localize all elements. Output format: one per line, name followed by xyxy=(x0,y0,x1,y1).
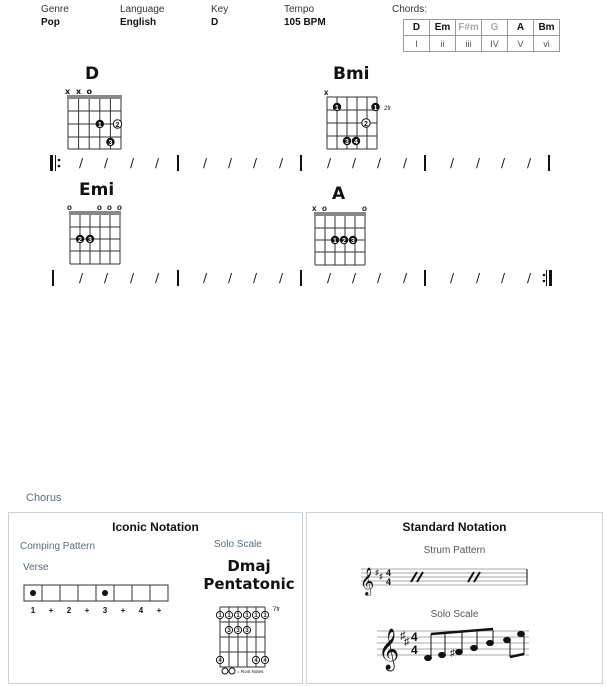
solo-scale-label: Solo Scale xyxy=(214,539,262,550)
scale-dot-label: 1 xyxy=(236,613,240,619)
language-value: English xyxy=(120,17,157,28)
chord-cell-d: D xyxy=(404,20,430,36)
mute-mark: x xyxy=(324,88,329,97)
finger-dot-2 xyxy=(340,236,348,245)
open-mark: o xyxy=(86,87,92,96)
iconic-title: Iconic Notation xyxy=(112,520,199,534)
hit-dot xyxy=(30,590,36,596)
sharp-icon: ♯ xyxy=(400,630,406,642)
numeral-v: V xyxy=(508,36,534,52)
beat-numbers xyxy=(31,606,162,615)
chord-cell-g: G xyxy=(482,20,508,36)
open-mark: o xyxy=(322,204,327,213)
open-mark: o xyxy=(362,204,367,213)
language-label: Language xyxy=(120,4,165,15)
scale-dot-label: 3 xyxy=(236,628,240,634)
treble-clef-icon: 𝄞 xyxy=(378,629,400,670)
scale-name-line-1: Dmaj xyxy=(227,557,271,575)
svg-text:2: 2 xyxy=(78,236,82,244)
genre-value: Pop xyxy=(41,17,60,28)
strum-slash: / xyxy=(476,156,481,170)
open-mark: o xyxy=(97,203,102,212)
numeral-i: I xyxy=(404,36,430,52)
scale-fretboard xyxy=(216,607,280,667)
scale-dot-label: 3 xyxy=(245,628,249,634)
finger-dot-3 xyxy=(106,138,114,147)
strum-slash: / xyxy=(104,156,109,170)
beat-number: 1 xyxy=(30,606,36,615)
finger-dot-2 xyxy=(113,120,121,129)
section-label: Chorus xyxy=(26,492,62,504)
time-sig-top: 4 xyxy=(386,568,392,578)
strum-slashes-row-1 xyxy=(79,156,532,170)
finger-dot-1 xyxy=(96,120,104,129)
finger-dot-1 xyxy=(331,236,339,245)
numeral-iv: IV xyxy=(482,36,508,52)
svg-text:= Root Notes: = Root Notes xyxy=(237,669,264,674)
finger-dot-2 xyxy=(362,119,370,128)
strum-staff xyxy=(360,567,527,596)
strum-slash: / xyxy=(130,156,135,170)
strum-slash: / xyxy=(377,156,382,170)
strum-slash: / xyxy=(253,156,258,170)
solo-scale-staff xyxy=(377,628,529,671)
strum-slash: / xyxy=(79,271,84,285)
svg-text:3: 3 xyxy=(88,236,92,244)
beat-number: 4 xyxy=(138,606,144,615)
svg-text:1: 1 xyxy=(333,237,337,245)
scale-notes xyxy=(425,629,525,661)
strum-slash: / xyxy=(203,156,208,170)
strum-slash: / xyxy=(501,271,506,285)
finger-dot-3 xyxy=(343,137,351,146)
strum-slash: / xyxy=(527,271,532,285)
hit-dot xyxy=(102,590,108,596)
chord-name-a: A xyxy=(332,184,346,204)
mute-mark: x xyxy=(65,87,71,96)
scale-dot-label: 1 xyxy=(227,613,231,619)
strum-slash: / xyxy=(130,271,135,285)
strum-slash: / xyxy=(228,156,233,170)
sharp-icon: ♯ xyxy=(450,648,455,659)
scale-dot-label: 3 xyxy=(227,628,231,634)
strum-slash: / xyxy=(155,271,160,285)
sharp-icon: ♯ xyxy=(404,636,410,648)
strum-slash: / xyxy=(450,271,455,285)
sharp-icon: ♯ xyxy=(379,572,383,581)
strum-slash: / xyxy=(527,156,532,170)
strum-pattern-label: Strum Pattern xyxy=(423,545,486,556)
beat-number: + xyxy=(84,606,90,615)
chord-diagram-a xyxy=(312,204,367,265)
strum-slash: / xyxy=(203,271,208,285)
comping-grid xyxy=(24,585,168,601)
standard-title: Standard Notation xyxy=(402,520,507,534)
time-sig-bottom: 4 xyxy=(411,643,418,657)
scale-dot-label: 1 xyxy=(263,613,267,619)
chord-diagram-em xyxy=(67,203,122,264)
strum-slash: / xyxy=(403,271,408,285)
chord-cell-fsm: F#m xyxy=(456,20,482,36)
scale-dot-label: 1 xyxy=(245,613,249,619)
chord-name-d: D xyxy=(85,64,100,84)
scale-name-line-2: Pentatonic xyxy=(203,575,295,593)
chord-cell-em: Em xyxy=(430,20,456,36)
measure-row-1 xyxy=(50,155,549,171)
svg-text:4: 4 xyxy=(354,138,358,146)
beat-number: 2 xyxy=(66,606,72,615)
time-sig-top: 4 xyxy=(411,630,418,644)
strum-slash: / xyxy=(377,271,382,285)
key-value: D xyxy=(211,17,219,28)
open-mark: o xyxy=(117,203,122,212)
numeral-vi: vi xyxy=(534,36,560,52)
chord-cell-bm: Bm xyxy=(534,20,560,36)
svg-text:2: 2 xyxy=(115,121,120,129)
strum-slash: / xyxy=(403,156,408,170)
beat-number: 3 xyxy=(102,606,108,615)
strum-slash: / xyxy=(155,156,160,170)
strum-slash: / xyxy=(228,271,233,285)
scale-fret-label: 7fr xyxy=(273,607,281,613)
standard-svg xyxy=(307,513,602,683)
numeral-iii: iii xyxy=(456,36,482,52)
strum-slashes-row-2 xyxy=(79,271,532,285)
key-label: Key xyxy=(211,4,229,15)
finger-dot-4 xyxy=(352,137,360,146)
strum-slash: / xyxy=(476,271,481,285)
strum-slash: / xyxy=(352,156,357,170)
scale-dot-label: 1 xyxy=(254,613,258,619)
chord-diagram-bm xyxy=(324,88,391,149)
strum-slash: / xyxy=(352,271,357,285)
open-mark: o xyxy=(107,203,112,212)
genre-label: Genre xyxy=(41,4,69,15)
tempo-value: 105 BPM xyxy=(284,17,326,28)
standard-solo-label: Solo Scale xyxy=(430,609,479,620)
standard-notation-panel xyxy=(306,512,603,684)
strum-slash: / xyxy=(104,271,109,285)
finger-dot-3 xyxy=(86,235,94,244)
beat-number: + xyxy=(156,606,162,615)
mute-mark: x xyxy=(312,204,317,213)
svg-text:2: 2 xyxy=(342,237,346,245)
iconic-svg xyxy=(9,513,302,683)
chord-name-em: Emi xyxy=(79,180,115,200)
strum-slash: / xyxy=(279,156,284,170)
scale-dot-label: 4 xyxy=(263,658,267,664)
sharp-icon: ♯ xyxy=(375,568,379,577)
strum-slash: / xyxy=(327,271,332,285)
iconic-notation-panel xyxy=(8,512,303,684)
finger-dot-3 xyxy=(349,236,357,245)
treble-clef-icon: 𝄞 xyxy=(360,567,375,595)
strum-slash: / xyxy=(279,271,284,285)
mute-mark: x xyxy=(76,87,82,96)
comping-pattern-label: Comping Pattern xyxy=(20,541,96,552)
svg-text:3: 3 xyxy=(351,237,355,245)
finger-dot-2 xyxy=(76,235,84,244)
verse-label: Verse xyxy=(23,562,49,573)
svg-text:2: 2 xyxy=(364,120,368,128)
svg-text:1: 1 xyxy=(97,121,102,129)
chord-name-bm: Bmi xyxy=(333,64,370,84)
strum-slash: / xyxy=(253,271,258,285)
strum-slash: / xyxy=(501,156,506,170)
scale-dot-label: 4 xyxy=(218,658,222,664)
numeral-ii: ii xyxy=(430,36,456,52)
chord-chart-svg xyxy=(0,0,607,300)
root-note-legend xyxy=(222,668,264,674)
tempo-label: Tempo xyxy=(284,4,315,15)
strum-slash: / xyxy=(327,156,332,170)
svg-text:3: 3 xyxy=(345,138,349,146)
scale-dot-label: 4 xyxy=(254,658,258,664)
beat-number: + xyxy=(120,606,126,615)
open-mark: o xyxy=(67,203,72,212)
strum-slash: / xyxy=(450,156,455,170)
strum-slash: / xyxy=(79,156,84,170)
svg-text:1: 1 xyxy=(373,104,378,112)
svg-text:3: 3 xyxy=(108,139,113,147)
chords-label: Chords: xyxy=(392,4,428,15)
fret-label: 2fr xyxy=(384,106,392,112)
svg-text:1: 1 xyxy=(335,104,339,112)
scale-dot-label: 1 xyxy=(218,613,222,619)
beat-number: + xyxy=(48,606,54,615)
chord-diagram-d xyxy=(65,87,122,149)
chord-cell-a: A xyxy=(508,20,534,36)
time-sig-bottom: 4 xyxy=(386,577,392,587)
